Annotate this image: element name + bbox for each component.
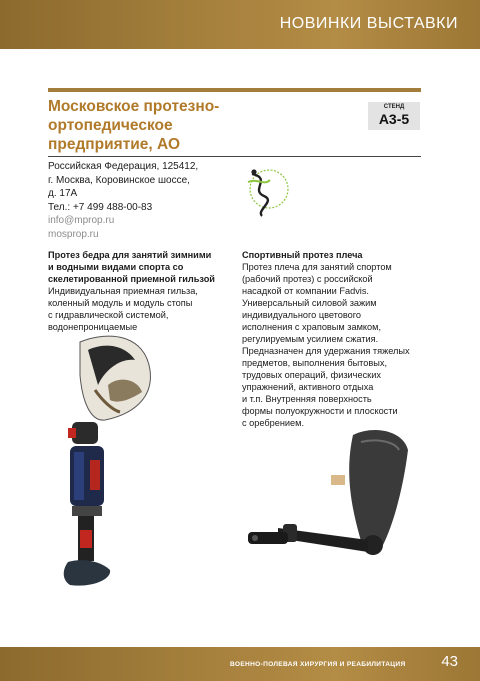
body-line: насадкой от компании Fadvis. xyxy=(242,286,369,296)
page-header xyxy=(0,0,480,49)
company-logo xyxy=(242,160,290,220)
company-name-line: Московское протезно- xyxy=(48,98,220,115)
arm-prosthesis-photo xyxy=(243,420,418,560)
right-product-title: Спортивный протез плеча xyxy=(242,250,363,260)
page-number: 43 xyxy=(441,653,458,670)
stand-badge xyxy=(368,102,420,130)
footer-section: ВОЕННО-ПОЛЕВАЯ ХИРУРГИЯ И РЕАБИЛИТАЦИЯ xyxy=(230,661,406,668)
body-line: Протез плеча для занятий спортом xyxy=(242,262,392,272)
body-line: Универсальный силовой зажим xyxy=(242,298,377,308)
body-line: (рабочий протез) с российской xyxy=(242,274,373,284)
title-line: скелетированной приемной гильзой xyxy=(48,274,215,284)
body-line: формы полуокружности и плоскости xyxy=(242,406,398,416)
website-link[interactable]: mosprop.ru xyxy=(48,228,99,240)
body-line: Предназначен для удержания тяжелых xyxy=(242,346,410,356)
company-name-line: ортопедическое xyxy=(48,117,173,134)
body-line: коленный модуль и модуль стопы xyxy=(48,298,193,308)
company-name-line: предприятие, АО xyxy=(48,136,181,153)
body-line: и т.п. Внутренняя поверхность xyxy=(242,394,372,404)
title-line: Протез бедра для занятий зимними xyxy=(48,250,212,260)
body-line: Индивидуальная приемная гильза, xyxy=(48,286,198,296)
leg-prosthesis-photo xyxy=(50,330,160,600)
company-name xyxy=(48,97,348,154)
body-line: предметов, выполнения бытовых, xyxy=(242,358,388,368)
contacts-block xyxy=(48,160,198,241)
page-footer xyxy=(0,647,480,681)
header-title: НОВИНКИ ВЫСТАВКИ xyxy=(279,15,458,32)
address-line: г. Москва, Коровинское шоссе, xyxy=(48,174,190,186)
gold-divider xyxy=(48,88,421,92)
body-line: водонепроницаемые xyxy=(48,322,138,332)
title-line: и водными видами спорта со xyxy=(48,262,184,272)
left-product-description xyxy=(48,285,223,333)
address-line: Российская Федерация, 125412, xyxy=(48,161,199,172)
divider xyxy=(48,156,421,157)
body-line: с гидравлической системой, xyxy=(48,310,169,320)
body-line: индивидуального цветового xyxy=(242,310,362,320)
left-product xyxy=(48,249,223,333)
body-line: исполнения с храповым замком, xyxy=(242,322,382,332)
stand-number: А3-5 xyxy=(378,111,410,127)
stand-label: СТЕНД xyxy=(383,104,405,110)
phone: Тел.: +7 499 488-00-83 xyxy=(48,201,153,213)
address-line: д. 17А xyxy=(48,188,78,199)
left-product-title xyxy=(48,249,223,285)
body-line: трудовых операций, физических xyxy=(242,370,381,380)
body-line: регулируемым усилием сжатия. xyxy=(242,334,379,344)
body-line: с оребрением. xyxy=(242,418,305,428)
right-product-description xyxy=(242,261,427,429)
body-line: упражнений, активного отдыха xyxy=(242,382,374,392)
right-product xyxy=(242,249,427,429)
email-link[interactable]: info@mprop.ru xyxy=(48,215,115,226)
